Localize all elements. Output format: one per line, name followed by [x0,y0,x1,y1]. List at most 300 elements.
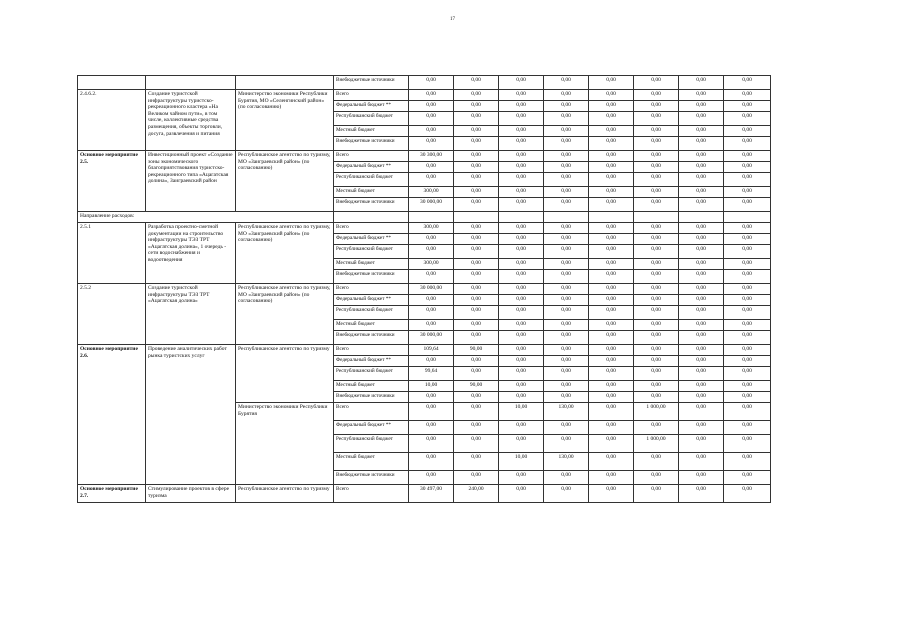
value-cell: 0,00 [589,392,634,403]
value-cell: 0,00 [724,112,771,126]
table-row [78,90,771,101]
value-cell: 0,00 [589,162,634,173]
funding-source: Внебюджетные источники [334,137,409,151]
value-cell: 0,00 [724,392,771,403]
funding-source: Республиканский бюджет [334,112,409,126]
value-cell: 0,00 [499,320,544,331]
value-cell: 0,00 [454,162,499,173]
value-cell: 0,00 [454,234,499,245]
value-cell: 0,00 [679,137,724,151]
value-cell: 0,00 [454,137,499,151]
value-cell: 0,00 [454,101,499,112]
value-cell: 0,00 [589,76,634,90]
value-cell: 0,00 [634,112,679,126]
item-name: Стимулирование проектов в сфере туризма [146,485,236,503]
item-number: Основное мероприятие 2.5. [78,151,146,212]
value-cell: 0,00 [634,173,679,187]
table-row [78,76,771,90]
value-cell: 0,00 [724,259,771,270]
item-name: Инвестиционный проект «Создание зоны экономического благоприятствования туристско-рекреационного типа «Ацагатская долина», Заиграевский район [146,151,236,212]
value-cell: 0,00 [634,187,679,198]
value-cell: 0,00 [679,471,724,485]
value-cell: 0,00 [499,245,544,259]
value-cell: 10,00 [499,403,544,421]
value-cell: 0,00 [724,198,771,212]
value-cell: 0,00 [724,421,771,435]
empty-cell [334,212,409,223]
value-cell: 0,00 [409,126,454,137]
value-cell: 0,00 [589,471,634,485]
item-name: Создание туристской инфраструктуры ТЭЗ ТРТ «Ацагатская долина» [146,284,236,345]
value-cell: 0,00 [454,270,499,284]
item-executor: Республиканское агентство по туризму, МО «Заиграевский район» (по согласованию) [236,223,334,284]
value-cell: 0,00 [544,367,589,381]
value-cell: 109,64 [409,345,454,356]
value-cell: 0,00 [589,421,634,435]
value-cell: 90,00 [454,345,499,356]
value-cell: 0,00 [544,162,589,173]
value-cell: 0,00 [454,245,499,259]
value-cell: 0,00 [499,173,544,187]
value-cell: 0,00 [724,345,771,356]
value-cell: 0,00 [679,112,724,126]
value-cell: 0,00 [409,245,454,259]
item-executor: Министерство экономики Республики Бурятия, МО «Селенгинский район» (по согласованию) [236,90,334,151]
funding-source: Всего [334,403,409,421]
value-cell: 0,00 [724,245,771,259]
funding-source: Местный бюджет [334,320,409,331]
value-cell: 0,00 [544,259,589,270]
value-cell: 0,00 [634,306,679,320]
value-cell: 0,00 [724,173,771,187]
funding-source: Федеральный бюджет ** [334,421,409,435]
value-cell: 0,00 [499,234,544,245]
value-cell: 0,00 [679,76,724,90]
value-cell: 0,00 [454,453,499,471]
value-cell: 0,00 [454,198,499,212]
value-cell: 0,00 [724,90,771,101]
value-cell: 0,00 [634,101,679,112]
value-cell: 0,00 [724,356,771,367]
value-cell: 0,00 [724,162,771,173]
value-cell: 0,00 [589,381,634,392]
value-cell: 0,00 [634,198,679,212]
empty-cell [634,212,679,223]
value-cell: 0,00 [409,76,454,90]
value-cell: 0,00 [589,101,634,112]
value-cell: 0,00 [499,90,544,101]
funding-source: Всего [334,485,409,503]
value-cell: 0,00 [679,320,724,331]
value-cell: 0,00 [679,223,724,234]
value-cell: 0,00 [499,151,544,162]
value-cell: 0,00 [589,453,634,471]
value-cell: 0,00 [409,306,454,320]
value-cell: 0,00 [409,162,454,173]
value-cell: 300,00 [409,223,454,234]
value-cell: 0,00 [544,356,589,367]
item-executor: Республиканское агентство по туризму [236,345,334,403]
funding-source: Местный бюджет [334,259,409,270]
value-cell: 0,00 [544,331,589,345]
funding-source: Внебюджетные источники [334,198,409,212]
value-cell: 0,00 [589,295,634,306]
value-cell: 0,00 [724,367,771,381]
empty-cell [146,76,236,90]
value-cell: 0,00 [454,126,499,137]
value-cell: 0,00 [724,187,771,198]
value-cell: 1 000,00 [634,403,679,421]
value-cell: 0,00 [454,173,499,187]
value-cell: 0,00 [544,151,589,162]
value-cell: 30 000,00 [409,331,454,345]
value-cell: 0,00 [499,435,544,453]
value-cell: 0,00 [724,101,771,112]
budget-table [77,75,771,503]
value-cell: 0,00 [724,284,771,295]
value-cell: 0,00 [679,234,724,245]
value-cell: 0,00 [634,76,679,90]
item-number: Основное мероприятие 2.6. [78,345,146,485]
value-cell: 0,00 [454,471,499,485]
value-cell: 0,00 [589,126,634,137]
value-cell: 0,00 [589,90,634,101]
table-row [78,345,771,356]
value-cell: 0,00 [544,187,589,198]
value-cell: 0,00 [589,331,634,345]
value-cell: 0,00 [679,151,724,162]
value-cell: 90,00 [454,381,499,392]
value-cell: 0,00 [589,306,634,320]
value-cell: 0,00 [409,421,454,435]
value-cell: 300,00 [409,259,454,270]
value-cell: 0,00 [454,403,499,421]
value-cell: 0,00 [409,356,454,367]
value-cell: 0,00 [409,392,454,403]
value-cell: 0,00 [724,453,771,471]
value-cell: 0,00 [634,126,679,137]
empty-cell [724,212,771,223]
value-cell: 30 300,00 [409,151,454,162]
value-cell: 0,00 [634,162,679,173]
value-cell: 0,00 [454,295,499,306]
value-cell: 0,00 [589,345,634,356]
value-cell: 0,00 [589,435,634,453]
item-executor: Республиканское агентство по туризму, МО «Заиграевский район» (по согласованию) [236,284,334,345]
funding-source: Всего [334,90,409,101]
value-cell: 0,00 [454,421,499,435]
value-cell: 0,00 [634,90,679,101]
value-cell: 0,00 [679,403,724,421]
value-cell: 10,00 [499,453,544,471]
value-cell: 0,00 [544,471,589,485]
value-cell: 0,00 [724,223,771,234]
value-cell: 0,00 [544,421,589,435]
empty-cell [499,212,544,223]
value-cell: 0,00 [589,403,634,421]
value-cell: 0,00 [724,295,771,306]
value-cell: 130,00 [544,403,589,421]
value-cell: 0,00 [634,381,679,392]
value-cell: 0,00 [544,320,589,331]
funding-source: Всего [334,345,409,356]
value-cell: 0,00 [589,245,634,259]
funding-source: Республиканский бюджет [334,306,409,320]
empty-cell [679,212,724,223]
empty-cell [589,212,634,223]
funding-source: Местный бюджет [334,126,409,137]
funding-source: Внебюджетные источники [334,76,409,90]
value-cell: 0,00 [589,223,634,234]
value-cell: 0,00 [454,306,499,320]
value-cell: 300,00 [409,187,454,198]
value-cell: 0,00 [499,345,544,356]
value-cell: 0,00 [409,435,454,453]
value-cell: 0,00 [544,234,589,245]
value-cell: 0,00 [544,101,589,112]
value-cell: 0,00 [634,331,679,345]
empty-cell [236,76,334,90]
value-cell: 0,00 [544,270,589,284]
funding-source: Федеральный бюджет ** [334,234,409,245]
value-cell: 0,00 [679,245,724,259]
value-cell: 0,00 [679,453,724,471]
value-cell: 0,00 [409,112,454,126]
value-cell: 0,00 [679,306,724,320]
funding-source: Всего [334,151,409,162]
value-cell: 0,00 [724,137,771,151]
value-cell: 0,00 [499,223,544,234]
empty-cell [78,76,146,90]
value-cell: 0,00 [544,345,589,356]
value-cell: 10,00 [409,381,454,392]
value-cell: 0,00 [544,392,589,403]
value-cell: 0,00 [724,320,771,331]
item-name: Создание туристской инфраструктуры туристско-рекреационного кластера «На Великом чайном пути», в том числе, коллективные средства размещения, объекты торговли, досуга, развлечения и питания [146,90,236,151]
value-cell: 0,00 [499,367,544,381]
funding-source: Федеральный бюджет ** [334,101,409,112]
value-cell: 0,00 [724,151,771,162]
value-cell: 0,00 [409,173,454,187]
value-cell: 0,00 [409,270,454,284]
funding-source: Федеральный бюджет ** [334,356,409,367]
funding-source: Республиканский бюджет [334,245,409,259]
value-cell: 0,00 [679,187,724,198]
funding-source: Внебюджетные источники [334,471,409,485]
value-cell: 0,00 [454,76,499,90]
value-cell: 0,00 [589,187,634,198]
value-cell: 0,00 [634,245,679,259]
value-cell: 0,00 [634,453,679,471]
value-cell: 0,00 [544,223,589,234]
value-cell: 0,00 [499,187,544,198]
value-cell: 0,00 [544,295,589,306]
value-cell: 0,00 [499,126,544,137]
value-cell: 0,00 [499,284,544,295]
value-cell: 0,00 [409,403,454,421]
value-cell: 0,00 [589,320,634,331]
value-cell: 0,00 [679,435,724,453]
value-cell: 0,00 [544,126,589,137]
value-cell: 0,00 [634,320,679,331]
value-cell: 0,00 [634,345,679,356]
value-cell: 0,00 [544,381,589,392]
value-cell: 0,00 [679,381,724,392]
value-cell: 0,00 [679,284,724,295]
value-cell: 0,00 [544,485,589,503]
value-cell: 0,00 [454,356,499,367]
item-name: Проведение аналитических работ рынка туристских услуг [146,345,236,485]
value-cell: 0,00 [634,392,679,403]
value-cell: 0,00 [499,331,544,345]
value-cell: 0,00 [544,90,589,101]
value-cell: 0,00 [634,234,679,245]
value-cell: 0,00 [499,306,544,320]
value-cell: 0,00 [499,485,544,503]
empty-cell [454,212,499,223]
value-cell: 0,00 [724,270,771,284]
funding-source: Республиканский бюджет [334,435,409,453]
value-cell: 0,00 [589,151,634,162]
value-cell: 0,00 [454,151,499,162]
value-cell: 0,00 [454,331,499,345]
value-cell: 0,00 [544,198,589,212]
direction-label: Направление расходов: [78,212,334,223]
item-number: 2.5.1 [78,223,146,284]
value-cell: 0,00 [724,76,771,90]
value-cell: 0,00 [589,259,634,270]
value-cell: 0,00 [589,234,634,245]
value-cell: 0,00 [679,392,724,403]
value-cell: 0,00 [544,245,589,259]
value-cell: 0,00 [589,284,634,295]
funding-source: Внебюджетные источники [334,331,409,345]
value-cell: 0,00 [589,485,634,503]
value-cell: 0,00 [499,471,544,485]
item-number: 2.5.2 [78,284,146,345]
value-cell: 0,00 [679,198,724,212]
value-cell: 0,00 [409,471,454,485]
item-executor: Министерство экономики Республики Бурятия [236,403,334,485]
value-cell: 0,00 [454,90,499,101]
value-cell: 0,00 [634,356,679,367]
value-cell: 30 000,00 [409,284,454,295]
value-cell: 0,00 [499,381,544,392]
value-cell: 0,00 [499,101,544,112]
value-cell: 0,00 [454,367,499,381]
value-cell: 0,00 [724,234,771,245]
value-cell: 0,00 [724,485,771,503]
value-cell: 0,00 [544,284,589,295]
value-cell: 0,00 [544,306,589,320]
value-cell: 0,00 [589,356,634,367]
value-cell: 0,00 [679,101,724,112]
value-cell: 0,00 [499,137,544,151]
value-cell: 0,00 [409,453,454,471]
funding-source: Федеральный бюджет ** [334,162,409,173]
value-cell: 240,00 [454,485,499,503]
value-cell: 0,00 [499,356,544,367]
value-cell: 0,00 [454,320,499,331]
funding-source: Внебюджетные источники [334,392,409,403]
value-cell: 0,00 [589,270,634,284]
value-cell: 0,00 [679,259,724,270]
value-cell: 0,00 [634,270,679,284]
value-cell: 0,00 [409,320,454,331]
item-number: Основное мероприятие 2.7. [78,485,146,503]
value-cell: 0,00 [634,223,679,234]
value-cell: 0,00 [679,331,724,345]
value-cell: 0,00 [499,259,544,270]
value-cell: 0,00 [679,162,724,173]
value-cell: 0,00 [724,126,771,137]
table-row [78,223,771,234]
value-cell: 0,00 [454,259,499,270]
value-cell: 0,00 [724,471,771,485]
value-cell: 0,00 [454,187,499,198]
value-cell: 0,00 [679,126,724,137]
value-cell: 0,00 [454,435,499,453]
value-cell: 0,00 [409,234,454,245]
item-name: Разработка проектно-сметной документации на строительство инфраструктуры ТЭЗ ТРТ «Ацагатская долина», 1 очередь - сети водоснабжения и водоотведения [146,223,236,284]
value-cell: 0,00 [679,345,724,356]
item-executor: Республиканское агентство по туризму, МО «Заиграевский район» (по согласованию) [236,151,334,212]
table-row [78,284,771,295]
value-cell: 0,00 [589,173,634,187]
table-row [78,151,771,162]
value-cell: 0,00 [634,367,679,381]
value-cell: 0,00 [679,356,724,367]
value-cell: 0,00 [679,173,724,187]
value-cell: 0,00 [634,137,679,151]
section-row [78,212,771,223]
page-number: 17 [450,17,455,22]
value-cell: 0,00 [409,137,454,151]
value-cell: 0,00 [544,137,589,151]
value-cell: 0,00 [499,392,544,403]
funding-source: Федеральный бюджет ** [334,295,409,306]
value-cell: 0,00 [499,198,544,212]
value-cell: 0,00 [634,471,679,485]
value-cell: 0,00 [679,421,724,435]
value-cell: 0,00 [679,485,724,503]
table-row [78,485,771,503]
value-cell: 0,00 [724,403,771,421]
value-cell: 0,00 [634,259,679,270]
value-cell: 0,00 [409,101,454,112]
value-cell: 0,00 [679,270,724,284]
funding-source: Республиканский бюджет [334,367,409,381]
value-cell: 0,00 [724,306,771,320]
value-cell: 130,00 [544,453,589,471]
value-cell: 0,00 [589,137,634,151]
value-cell: 0,00 [589,367,634,381]
value-cell: 0,00 [499,162,544,173]
value-cell: 0,00 [679,367,724,381]
value-cell: 0,00 [499,295,544,306]
value-cell: 0,00 [679,295,724,306]
value-cell: 0,00 [634,151,679,162]
value-cell: 30 000,00 [409,198,454,212]
value-cell: 30 497,00 [409,485,454,503]
funding-source: Всего [334,284,409,295]
value-cell: 1 000,00 [634,435,679,453]
empty-cell [409,212,454,223]
value-cell: 0,00 [634,485,679,503]
value-cell: 0,00 [634,421,679,435]
funding-source: Местный бюджет [334,187,409,198]
value-cell: 0,00 [724,435,771,453]
